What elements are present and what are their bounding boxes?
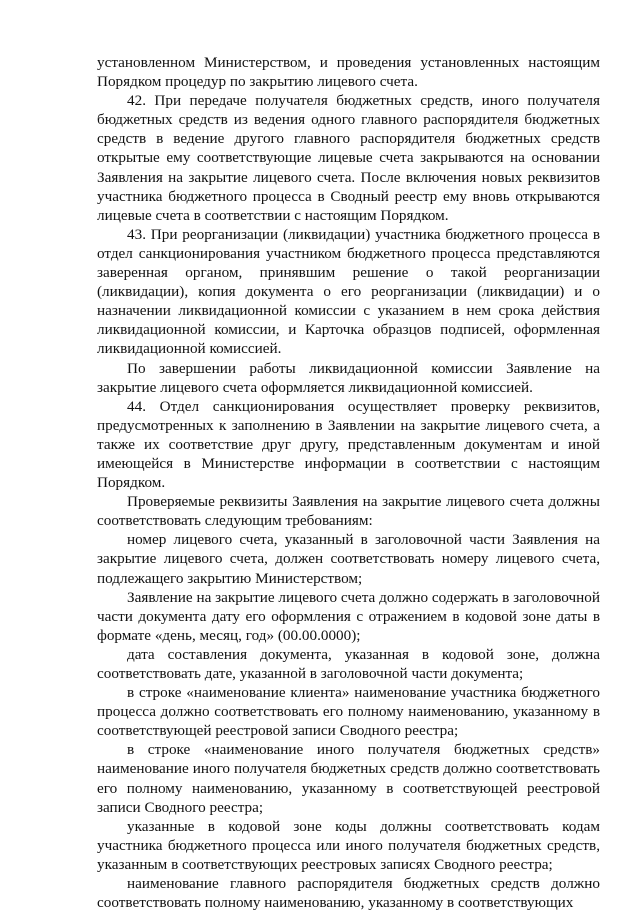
requirement-document-date: Заявление на закрытие лицевого счета должно содержать в заголовочной части документа дату его оформления с отражением в кодовой зоне даты в формате «день, месяц, год» (00.00.0000); bbox=[97, 588, 600, 644]
requirement-client-name: в строке «наименование клиента» наименование участника бюджетного процесса должно соответствовать его полному наименованию, указанному в соответствующей реестровой записи Сводного реестра; bbox=[97, 684, 600, 740]
paragraph-requirements-intro: Проверяемые реквизиты Заявления на закрытие лицевого счета должны соответствовать следующим требованиям: bbox=[97, 493, 600, 530]
paragraph-43: 43. При реорганизации (ликвидации) участника бюджетного процесса в отдел санкционирования участником бюджетного процесса представляются заверенная органом, принявшим решение о такой реорганизации (ликвидации), копия документа о его реорганизации (ликвидации) и о назначении ликвидационной комиссии с указанием в нем срока действия ликвидационной комиссии, и Карточка образцов подписей, оформленная ликвидационной комиссией. bbox=[97, 225, 600, 358]
paragraph-43-liquidation-completion: По завершении работы ликвидационной комиссии Заявление на закрытие лицевого счета оформляется ликвидационной комиссией. bbox=[97, 359, 600, 396]
requirement-codes: указанные в кодовой зоне коды должны соответствовать кодам участника бюджетного процесса или иного получателя бюджетных средств, указанным в соответствующих реестровых записях Сводного реестра; bbox=[97, 817, 600, 873]
requirement-account-number: номер лицевого счета, указанный в заголовочной части Заявления на закрытие лицевого счета, должен соответствовать номеру лицевого счета, подлежащего закрытию Министерством; bbox=[97, 531, 600, 587]
paragraph-continuation: установленном Министерством, и проведения установленных настоящим Порядком процедур по закрытию лицевого счета. bbox=[97, 54, 600, 91]
requirement-main-manager-name: наименование главного распорядителя бюджетных средств должно соответствовать полному наименованию, указанному в соответствующих bbox=[97, 875, 600, 912]
paragraph-42: 42. При передаче получателя бюджетных средств, иного получателя бюджетных средств из ведения одного главного распорядителя бюджетных средств в ведение другого главного распорядителя бюджетных средств открытые ему соответствующие лицевые счета закрываются на основании Заявления на закрытие лицевого счета. После включения новых реквизитов участника бюджетного процесса в Сводный реестр ему вновь открываются лицевые счета в соответствии с настоящим Порядком. bbox=[97, 92, 600, 224]
requirement-other-recipient-name: в строке «наименование иного получателя бюджетных средств» наименование иного получателя бюджетных средств должно соответствовать его полному наименованию, указанному в соответствующей реестровой записи Сводного реестра; bbox=[97, 741, 600, 816]
requirement-date-match: дата составления документа, указанная в кодовой зоне, должна соответствовать дате, указанной в заголовочной части документа; bbox=[97, 645, 600, 682]
paragraph-44: 44. Отдел санкционирования осуществляет проверку реквизитов, предусмотренных к заполнению в Заявлении на закрытие лицевого счета, а также их соответствие друг другу, представленным документам и иной имеющейся в Министерстве информации в соответствии с настоящим Порядком. bbox=[97, 397, 600, 492]
document-body bbox=[97, 53, 600, 912]
